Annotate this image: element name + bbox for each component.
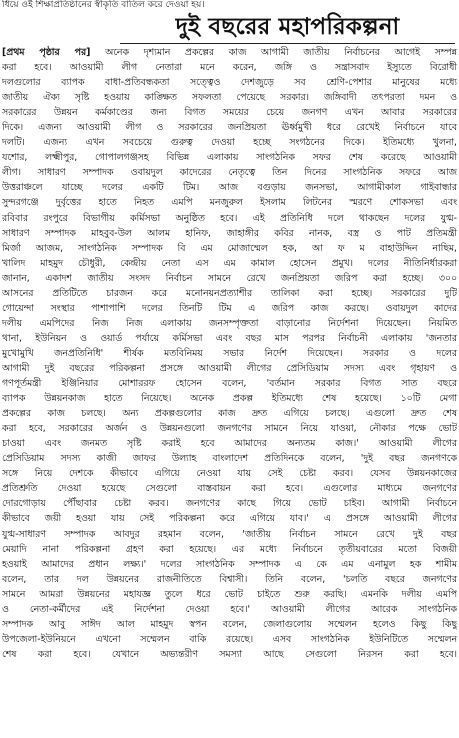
article-line: যুগ্ম-সাধারণ সম্পাদক আবদুর রহমান বলেন, 'জাতীয় নির্বাচন সামনে রেখে দুই বছর [2, 528, 457, 540]
article-line: দিকে। এজন্য আওয়ামী লীগ ও সরকারের জনপ্রিয়তা ঊর্ধ্বমুখী ধরে রেখেই নির্বাচনে যাবে [2, 122, 457, 134]
article-line: গোয়েন্দা সংস্থার পাশাপাশি দলের তিনটি টিম এ জরিপ কাজ করছে। ওবায়দুল কাদের [2, 302, 457, 314]
article-line: গণপূর্তমন্ত্রী ইঞ্জিনিয়ার মোশাররফ হোসেন বলেন, 'বর্তমান সরকার বিগত সাত বছরে [2, 378, 457, 390]
article-line: প্রকল্পের কাজ চলছে। অন্য প্রকল্পগুলোর কাজ দ্রুত এগিয়ে চলছে। এগুলো দ্রুত শেষ [2, 408, 457, 420]
article-line [2, 662, 457, 677]
article-line: সঙ্গে নিয়ে দেশকে কীভাবে এগিয়ে নেওয়া যায় সেই চেষ্টা করব। যেসব উন্নয়নকাজের [2, 468, 457, 480]
article-line: দলটি। এজন্য এখন সবচেয়ে গুরুত্ব দেওয়া হচ্ছে সংগঠনের দিকে। ইতিমধ্যে খুলনা, [2, 137, 457, 149]
article-body [2, 45, 457, 735]
article-line: ও নেতা-কর্মীদের এই নির্দেশনা দেওয়া হবে।' আওয়ামী লীগের আরেক সাংগঠনিক [2, 603, 457, 615]
headline-underline [120, 43, 455, 44]
article-line: জাতীয় ঐক্য সৃষ্টি হওয়ায় কাঙ্ক্ষিত সফলতা পেয়েছে সরকার। জঙ্গিবাদী তৎপরতা দমন ও [2, 92, 457, 104]
article-line: দোরগোড়ায় পৌঁছাবার চেষ্টা করব। জনগণের কাছে গিয়ে ভোট চাইব। আগামী নির্বাচনে [2, 498, 457, 510]
article-line-text: অনেক দৃশ্যমান প্রকল্পের কাজ আগামী জাতীয় নির্বাচনের আগেই সম্পন্ন [90, 47, 457, 58]
article-line: সামনে আমরা উন্নয়নের মহাযজ্ঞ তুলে ধরে ভোট চাইতে শুরু করছি। এমনকি দলীয় এমপি [2, 588, 457, 600]
article-line: সরকারের উন্নয়ন কর্মকাণ্ডের জন্য বিগত সময়ের চেয়ে জনগণ এখন আবার সরকারের [2, 107, 457, 119]
article-line: উত্তরাঞ্চলে যাচ্ছে দলের একটি টিম। আজ বগুড়ায় জনসভা, আগামীকাল গাইবান্ধার [2, 182, 457, 194]
article-line: সুন্দরগঞ্জে দুর্বৃত্তের হাতে নিহত এমপি মনজুরুল ইসলাম লিটনের স্মরণে শোকসভা এবং [2, 197, 457, 209]
article-line: থানা, ইউনিয়ন ও ওয়ার্ড পর্যায়ে কর্মিসভা এবং বছর মাস পরপর নির্বাচনী এলাকায় 'জনতার [2, 332, 457, 344]
article-line: লীগ। সাধারণ সম্পাদক ওবায়দুল কাদেরের নেতৃত্বে তিন দিনের সাংগঠনিক সফরে আজ [2, 167, 457, 179]
article-line: প্রতিশ্রুতি দেওয়া হয়েছে সেগুলো বাস্তবায়ন করা হবে। এগুলোর মাধ্যমে জনগণের [2, 483, 457, 495]
article-line: ব্যাপক উন্নয়নকাজ হাতে নিয়েছে। অনেক প্রকল্প ইতিমধ্যে শেষ হয়েছে। ১০টি মেগা [2, 393, 457, 405]
article-line: কীভাবে জয়ী হওয়া যায় সেই পরিকল্পনা করে এগিয়ে যাব।' এ প্রসঙ্গে আওয়ামী লীগের [2, 513, 457, 525]
continuation-kicker: [প্রথম পৃষ্ঠার পর] [2, 47, 91, 58]
article-line: আগামী দুই বছরের পরিকল্পনা প্রসঙ্গে আওয়ামী লীগের প্রেসিডিয়াম সদস্য এবং গৃহায়ণ ও [2, 362, 457, 374]
article-line: মেয়াদি নানা পরিকল্পনা গ্রহণ করা হয়েছে। এর মধ্যে নির্বাচনে তৃতীয়বারের মতো বিজয়ী [2, 543, 457, 555]
article-line: প্রেসিডিয়াম সদস্য কাজী জাফর উল্যাহ বাংলাদেশ প্রতিদিনকে বলেন, 'দুই বছর জনগণকে [2, 453, 457, 465]
article-line: খালিদ মাহমুদ চৌধুরী, কেন্দ্রীয় নেতা এস এম কামাল হোসেন প্রমুখ। দলের নীতিনির্ধারকরা [2, 257, 457, 269]
article-line: মুখোমুখি জনপ্রতিনিধি' শীর্ষক মতবিনিময় সভার নির্দেশ দিয়েছেন। সরকার ও দলের [2, 347, 457, 359]
article-headline: দুই বছরের মহাপরিকল্পনা [175, 13, 400, 40]
article-line: শেষ করা হবে। যেখানে অভ্যন্তরীণ সমস্যা আছে সেগুলো নিরসন করা হবে। [2, 648, 457, 660]
article-line: আসনের প্রতিটিতে চারজন করে মনোনয়নপ্রত্যাশীর তালিকা করা হচ্ছে। সরকারের দুটি [2, 287, 457, 299]
article-line: হওয়াই আমাদের প্রধান লক্ষ্য।' দলের সাংগঠনিক সম্পাদক এ কে এম এনামুল হক শামীম [2, 558, 457, 570]
article-line [2, 45, 457, 60]
article-line: সাধারণ সম্পাদক মাহবুব-উল আলম হানিফ, জাহাঙ্গীর কবির নানক, বস্ত্র ও পাট প্রতিমন্ত্রী [2, 227, 457, 239]
article-line: দলীয় এমপিদের নিজ নিজ এলাকায় জনসম্পৃক্ততা বাড়ানোর নির্দেশনা দিয়েছেন। নিয়মিত [2, 317, 457, 329]
article-line: মির্জা আজম, সাংগঠনিক সম্পাদক বি এম মোজাম্মেল হক, আ ফ ম বাহাউদ্দিন নাছিম, [2, 242, 457, 254]
article-line: উপজেলা-ইউনিয়নে এখনো সম্মেলন বাকি রয়েছে। এসব সাংগঠনিক ইউনিটিতে সম্মেলন [2, 633, 457, 645]
article-line: চাওয়া এবং জনমত সৃষ্টি করাই হবে আমাদের অন্যতম কাজ।' আওয়ামী লীগের [2, 438, 457, 450]
article-line: দলগুলোর ব্যাপক বাধা-প্রতিবন্ধকতা সত্ত্বেও দেশজুড়ে সব শ্রেণি-পেশার মানুষের মধ্যে [2, 77, 457, 89]
article-line: জানান, একাদশ জাতীয় সংসদ নির্বাচন সামনে রেখে জনপ্রিয়তা জরিপ করা হচ্ছে। ৩০০ [2, 272, 457, 284]
article-line: রবিবার রংপুরে বিভাগীয় কর্মিসভা অনুষ্ঠিত হবে। এই প্রতিনিধি দলে থাকছেন দলের যুগ্ম- [2, 212, 457, 224]
article-line: যশোর, লক্ষ্মীপুর, গোপালগঞ্জসহ বিভিন্ন এলাকায় সাংগঠনিক সফর শেষ করেছে আওয়ামী [2, 152, 457, 164]
article-line: করা হবে। আওয়ামী লীগ নেতারা মনে করেন, জঙ্গি ও সন্ত্রাসবাদ ইস্যুতে বিরোধী [2, 62, 457, 74]
article-line: করা হবে, সরকারের অর্জন ও উন্নয়নগুলো জনগণের সামনে নিয়ে যাওয়া, নৌকার পক্ষে ভোট [2, 423, 457, 435]
article-line: সম্পাদক আবু সাঈদ আল মাহমুদ স্বপন বলেন, জেলাগুলোয় সম্মেলন হলেও কিছু কিছু [2, 618, 457, 630]
article-line: বলেন, তার দল উন্নয়নের রাজনীতিতে বিশ্বাসী। তিনি বলেন, 'চলতি বছরে জনগণের [2, 573, 457, 585]
previous-article-fragment: ধিয়ে ওই শিক্ষাপ্রতিষ্ঠানের স্বীকৃতি বাতিল করে দেওয়া হয়। [2, 0, 205, 10]
